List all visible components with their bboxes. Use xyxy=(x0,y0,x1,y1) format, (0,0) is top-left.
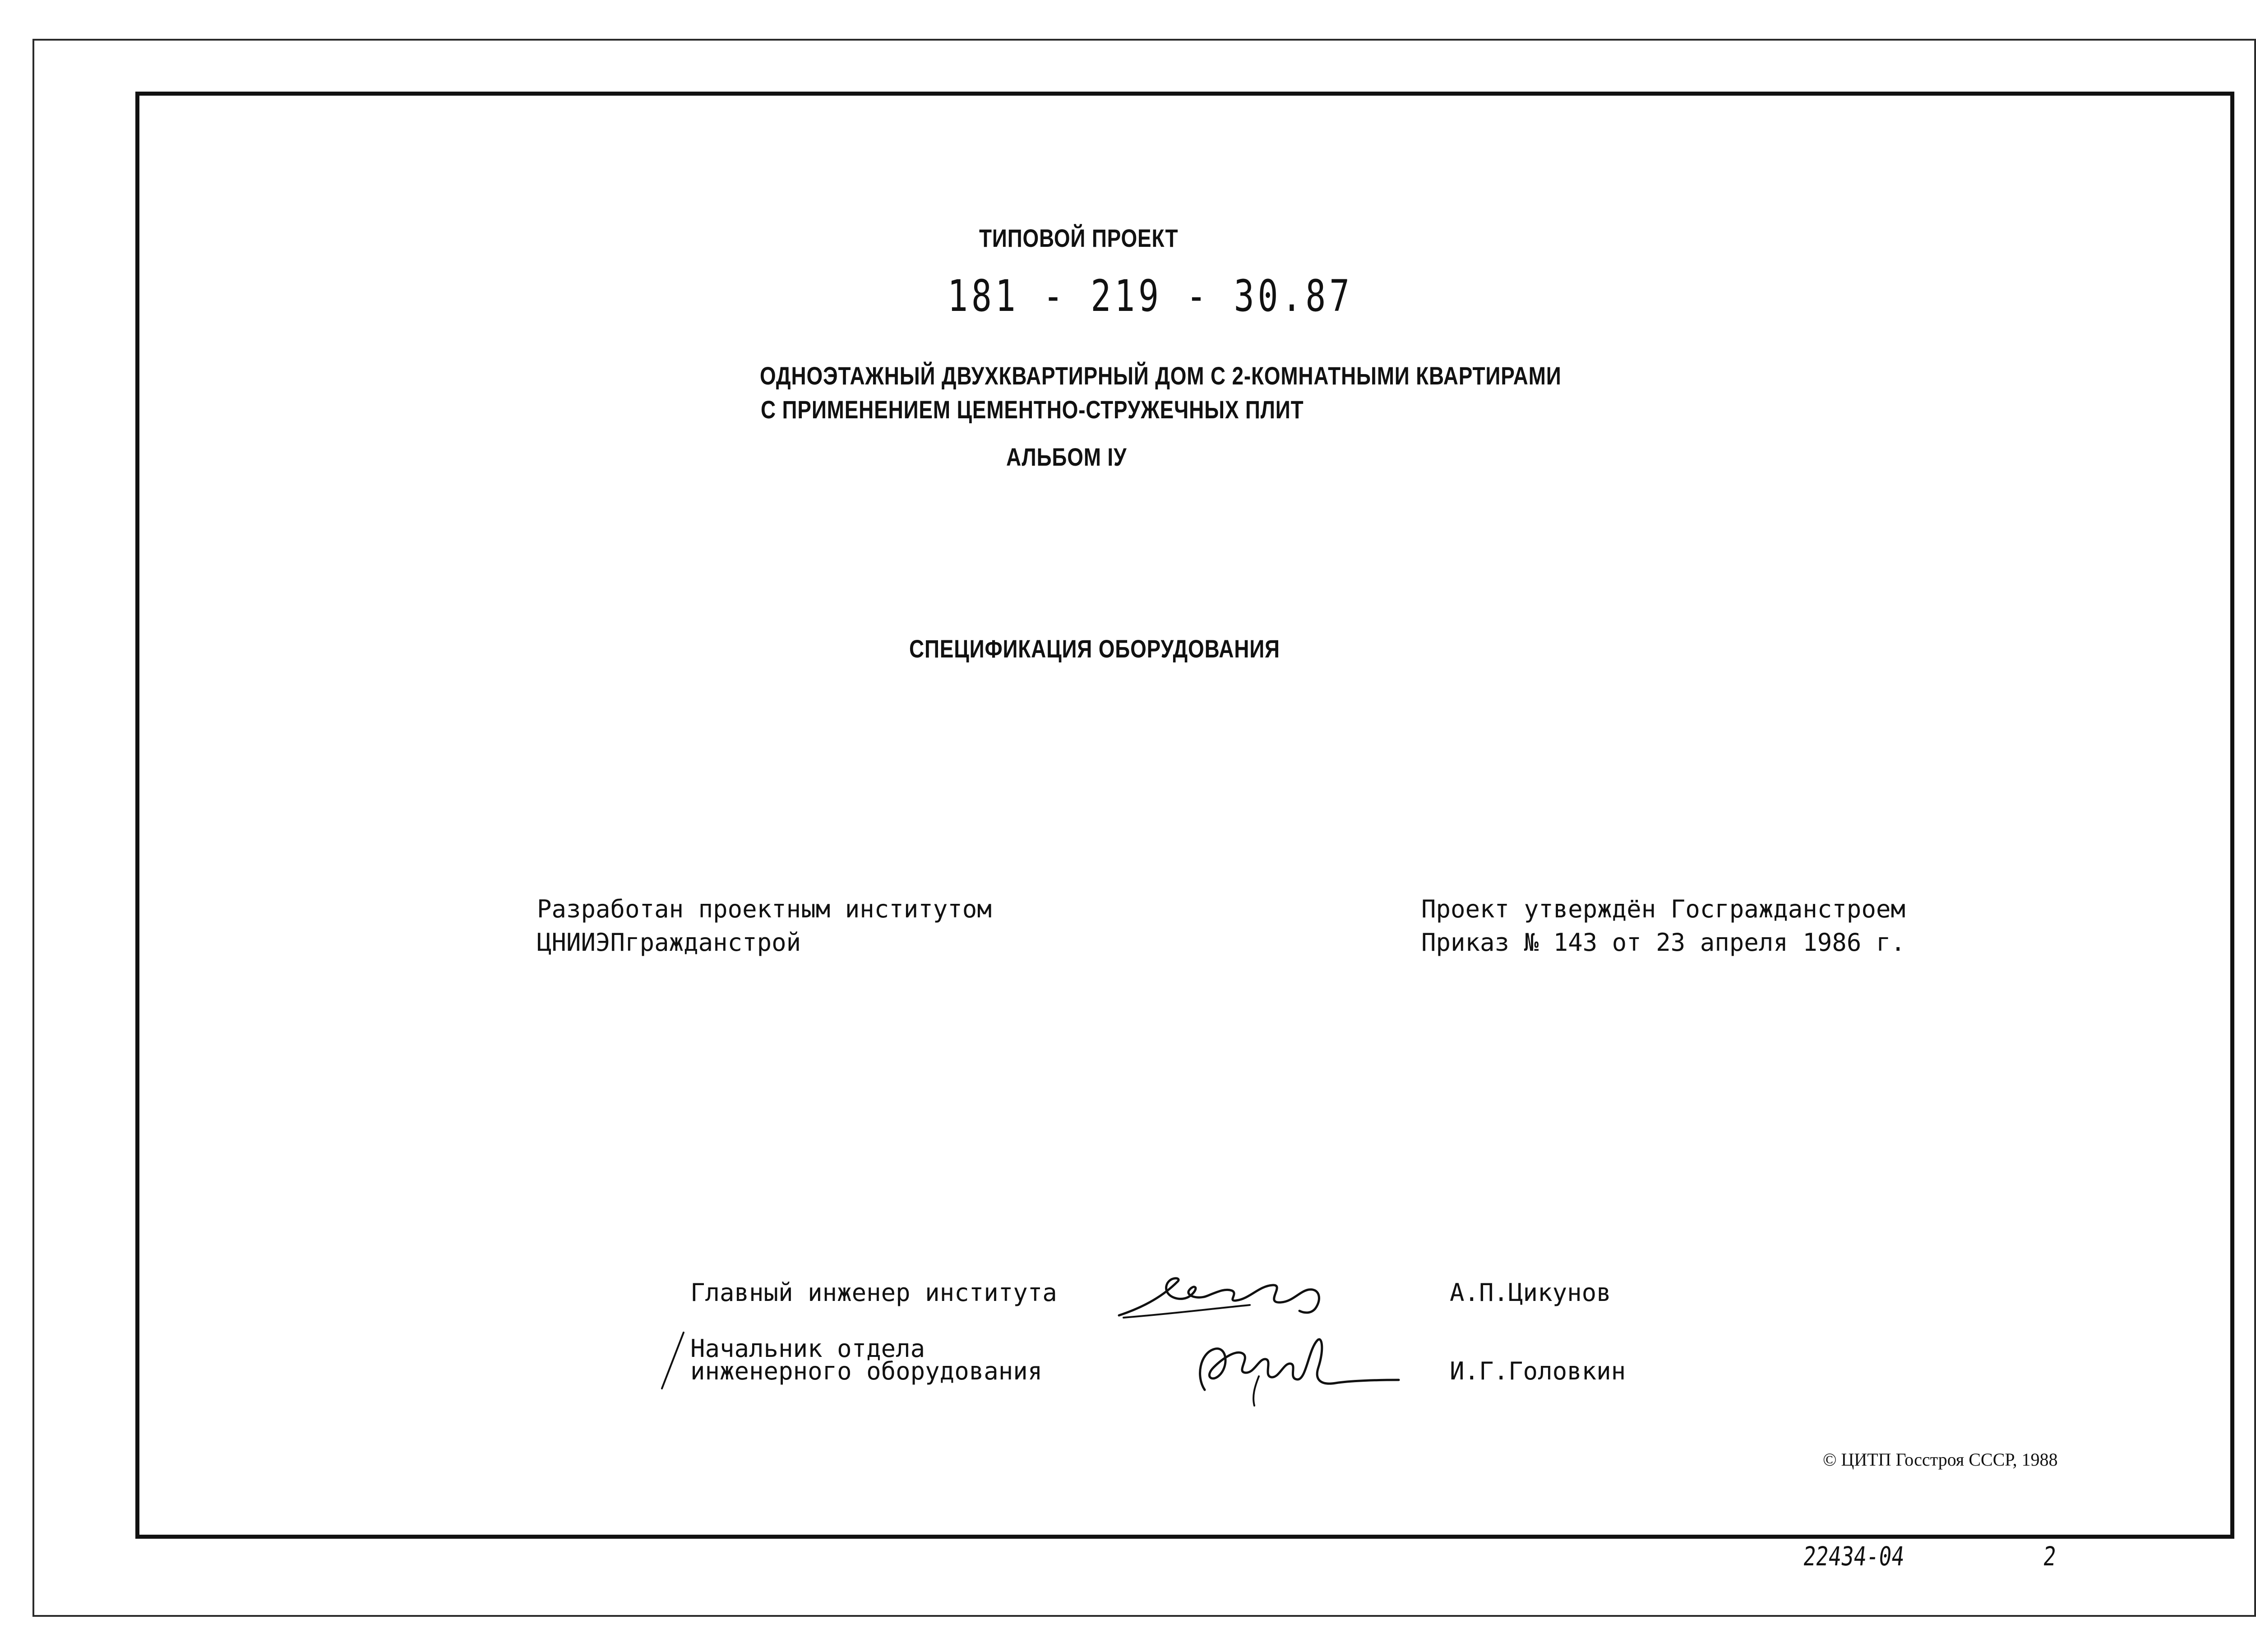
signature-chief-engineer xyxy=(1114,1263,1331,1327)
developer-line-2: ЦНИИЭПгражданстрой xyxy=(537,928,801,957)
chief-engineer-role: Главный инженер института xyxy=(690,1278,1057,1307)
department-head-name: И.Г.Головкин xyxy=(1450,1357,1626,1385)
approval-line-2: Приказ № 143 от 23 апреля 1986 г. xyxy=(1421,928,1905,957)
document-code: 22434-04 xyxy=(1801,1541,1906,1572)
project-number: 181 - 219 - 30.87 xyxy=(948,271,1353,321)
section-title: СПЕЦИФИКАЦИЯ ОБОРУДОВАНИЯ xyxy=(909,634,1280,663)
copyright-notice: © ЦИТП Госстроя СССР, 1988 xyxy=(1823,1449,2058,1470)
developer-line-1: Разработан проектным институтом xyxy=(537,895,992,923)
page-number: 2 xyxy=(2041,1541,2058,1572)
title-line-2: С ПРИМЕНЕНИЕМ ЦЕМЕНТНО-СТРУЖЕЧНЫХ ПЛИТ xyxy=(761,395,1304,424)
project-type-label: ТИПОВОЙ ПРОЕКТ xyxy=(979,224,1179,252)
signature-department-head xyxy=(1187,1322,1403,1408)
album-label: АЛЬБОМ IУ xyxy=(1006,443,1127,471)
margin-stroke-mark xyxy=(656,1329,688,1392)
approval-line-1: Проект утверждён Госгражданстроем xyxy=(1421,895,1905,923)
chief-engineer-name: А.П.Цикунов xyxy=(1450,1278,1611,1307)
title-line-1: ОДНОЭТАЖНЫЙ ДВУХКВАРТИРНЫЙ ДОМ С 2-КОМНАТНЫМИ КВАРТИРАМИ xyxy=(760,361,1562,390)
department-head-role-line-2: инженерного оборудования xyxy=(690,1357,1043,1385)
department-head-role-line-1: Начальник отдела xyxy=(690,1334,925,1363)
